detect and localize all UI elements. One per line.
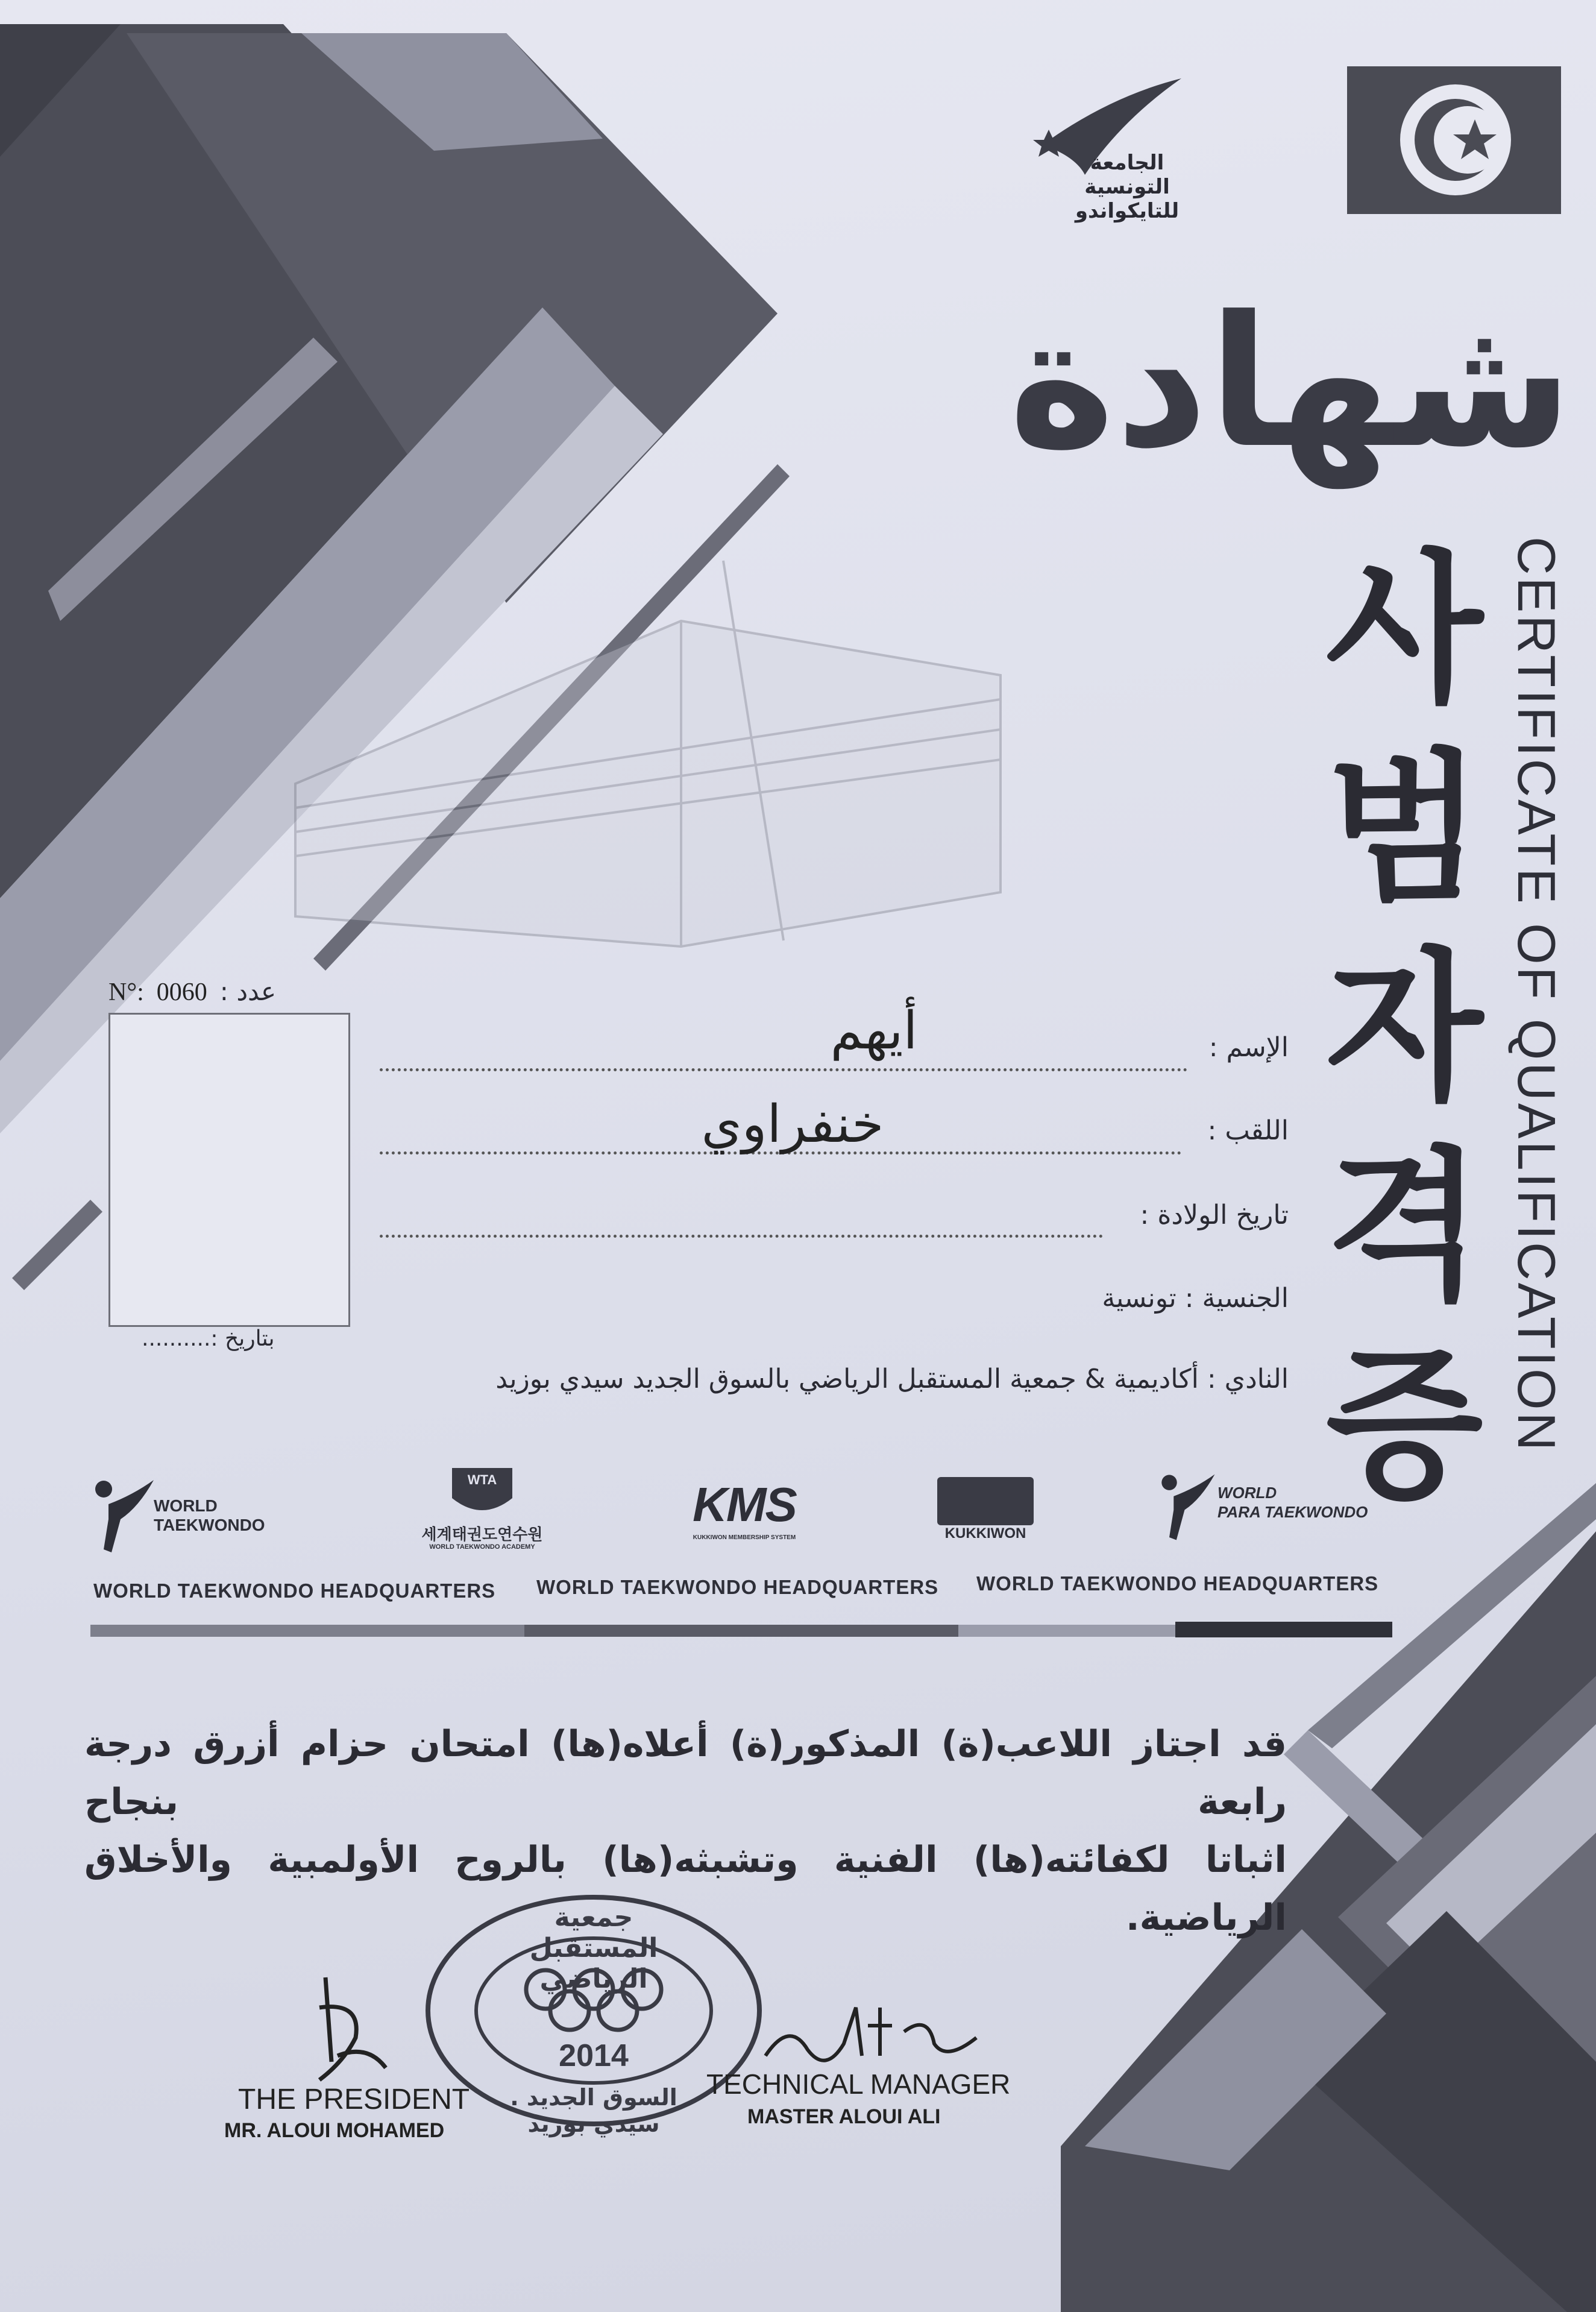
federation-name-line-2: التونسية <box>1084 175 1170 199</box>
title-english: CERTIFICATE OF QUALIFICATION <box>1507 537 1566 1454</box>
wta-logo <box>404 1465 561 1567</box>
statement-line-1: قد اجتاز اللاعب(ة) المذكور(ة) أعلاه(ها) امتحان حزام أزرق درجة رابعة بنجاح <box>84 1723 1287 1823</box>
title-arabic: شهادة <box>1008 277 1573 488</box>
certificate-number <box>108 977 276 1007</box>
world-taekwondo-text-2: TAEKWONDO <box>154 1516 265 1534</box>
name-handwritten: أيهم <box>830 1001 918 1061</box>
kukkiwon-logo <box>934 1465 1037 1567</box>
world-taekwondo-logo <box>90 1465 289 1567</box>
kms-logo <box>669 1465 820 1567</box>
federation-name <box>1061 151 1193 223</box>
photo-placeholder <box>108 1013 350 1327</box>
number-value: 0060 <box>156 978 207 1006</box>
para-taekwondo-text-1: WORLD <box>1217 1484 1277 1502</box>
stamp-year: 2014 <box>559 2038 629 2073</box>
number-label-arabic: : عدد <box>219 977 277 1006</box>
tunisia-flag <box>1347 66 1561 214</box>
kukkiwon-text: KUKKIWON <box>944 1525 1026 1542</box>
wta-korean-text: 세계태권도연수원 <box>421 1526 543 1544</box>
para-taekwondo-kicker-icon <box>1157 1465 1217 1549</box>
birthdate-dotted-line <box>380 1235 1103 1238</box>
number-prefix: N°: <box>108 978 144 1006</box>
statement-line-2: اثباتا لكفائته(ها) الفنية وتشبثه(ها) بالروح الأولمبية والأخلاق الرياضية. <box>84 1839 1287 1939</box>
hq-text-2: WORLD TAEKWONDO HEADQUARTERS <box>536 1576 939 1598</box>
club-row <box>495 1364 1289 1394</box>
president-name: MR. ALOUI MOHAMED <box>224 2119 445 2142</box>
technical-manager-signature <box>753 1983 982 2074</box>
hq-text-3: WORLD TAEKWONDO HEADQUARTERS <box>976 1572 1379 1595</box>
title-korean-char: 사 <box>1325 535 1483 725</box>
kms-subtitle: KUKKIWON MEMBERSHIP SYSTEM <box>693 1534 796 1541</box>
club-value: أكاديمية & جمعية المستقبل الرياضي بالسوق الجديد سيدي بوزيد <box>495 1364 1199 1394</box>
technical-manager-title: TECHNICAL MANAGER <box>706 2068 1011 2100</box>
title-korean-char: 증 <box>1325 1331 1483 1520</box>
federation-name-line-1: الجامعة <box>1090 151 1164 175</box>
hq-text-1: WORLD TAEKWONDO HEADQUARTERS <box>93 1580 496 1602</box>
title-korean-char: 격 <box>1325 1132 1483 1321</box>
world-para-taekwondo-logo <box>1157 1465 1392 1567</box>
technical-manager-name: MASTER ALOUI ALI <box>747 2105 941 2128</box>
president-signature <box>295 1971 398 2092</box>
stamp-top-text: جمعية المستقبل الرياضي <box>529 1902 658 1994</box>
world-taekwondo-text-1: WORLD <box>154 1496 218 1515</box>
wta-subtitle: WORLD TAEKWONDO ACADEMY <box>429 1543 535 1551</box>
para-taekwondo-text-2: PARA TAEKWONDO <box>1217 1503 1368 1521</box>
issue-date-label: بتاريخ :.......... <box>142 1326 275 1351</box>
name-label: الإسم : <box>1208 1032 1289 1063</box>
crescent-star-icon <box>1347 66 1561 214</box>
birthdate-label: تاريخ الولادة : <box>1140 1200 1289 1230</box>
nationality-value: تونسية <box>1102 1283 1177 1314</box>
organization-logos <box>90 1465 1392 1567</box>
president-title: THE PRESIDENT <box>238 2084 470 2115</box>
kms-text: KMS <box>693 1478 796 1531</box>
federation-name-line-3: للتايكواندو <box>1075 199 1180 223</box>
stamp-bottom-text: السوق الجديد . سيدي بوزيد <box>510 2084 677 2137</box>
title-korean-char: 범 <box>1325 734 1483 924</box>
title-korean-char: 자 <box>1325 933 1483 1123</box>
surname-handwritten: خنفراوي <box>701 1094 884 1154</box>
world-taekwondo-kicker-icon <box>90 1471 157 1561</box>
club-label: النادي : <box>1207 1364 1289 1394</box>
kukkiwon-block-icon <box>937 1477 1034 1525</box>
nationality-row <box>1102 1283 1289 1314</box>
surname-label: اللقب : <box>1207 1115 1289 1146</box>
nationality-label: الجنسية : <box>1184 1283 1289 1314</box>
name-dotted-line <box>380 1068 1187 1071</box>
title-korean <box>1314 531 1495 1525</box>
wta-badge-text: WTA <box>467 1472 497 1487</box>
